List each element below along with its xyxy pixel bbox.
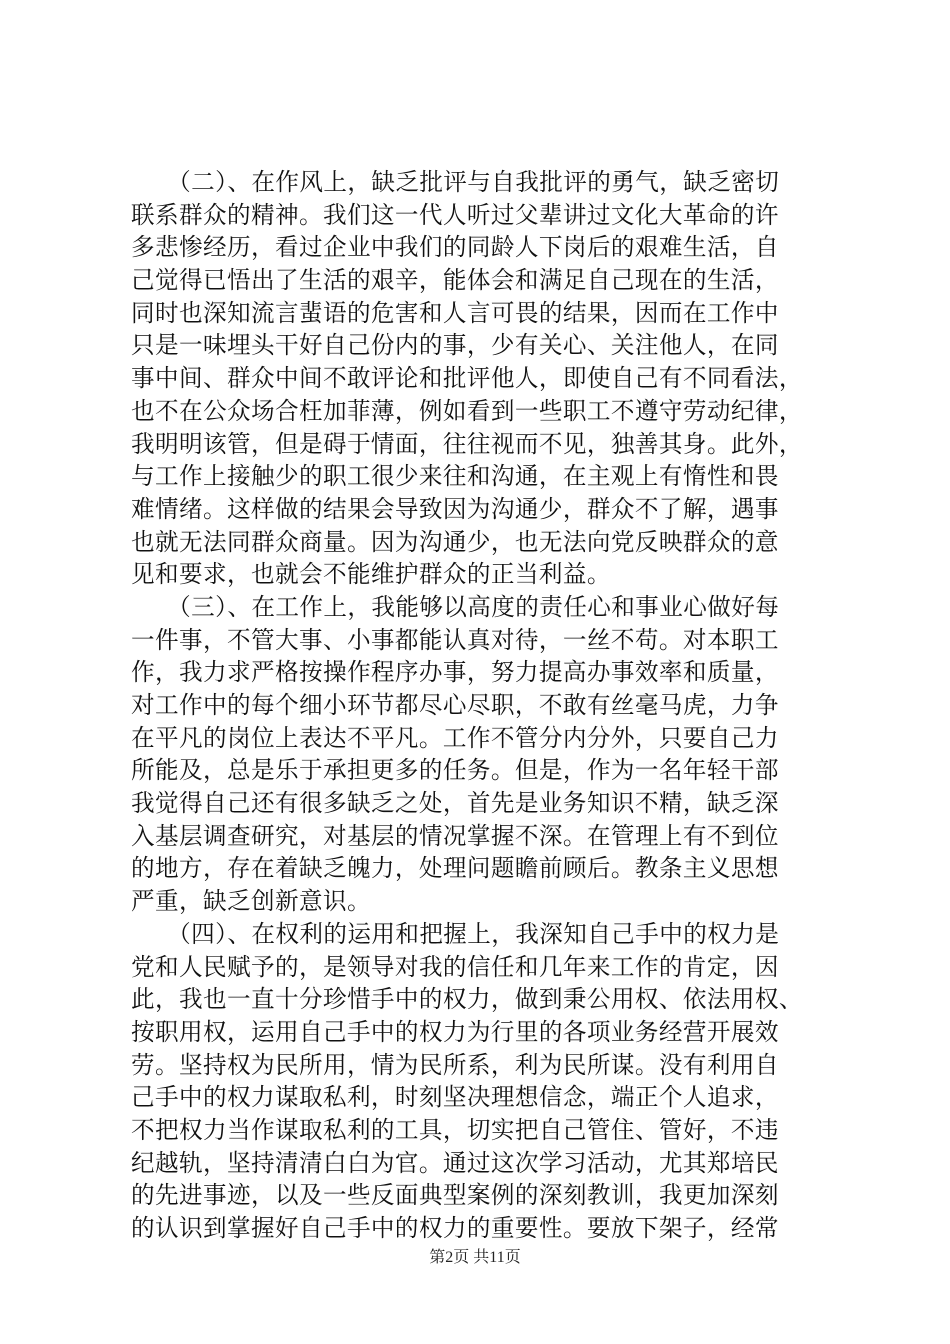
text-line: 同时也深知流言蜚语的危害和人言可畏的结果，因而在工作中 [131, 298, 779, 327]
text-line: 的先进事迹，以及一些反面典型案例的深刻教训，我更加深刻 [131, 1181, 779, 1210]
text-line: 此，我也一直十分珍惜手中的权力，做到秉公用权、依法用权、 [131, 985, 803, 1014]
text-line: 不把权力当作谋取私利的工具，切实把自己管住、管好，不违 [131, 1115, 779, 1144]
text-line: 己手中的权力谋取私利，时刻坚决理想信念，端正个人追求， [131, 1083, 779, 1112]
text-line: 己觉得已悟出了生活的艰辛，能体会和满足自己现在的生活， [131, 266, 779, 295]
page-number-label: 第2页 共11页 [429, 1249, 521, 1266]
text-line: 也不在公众场合枉加菲薄，例如看到一些职工不遵守劳动纪律， [131, 396, 803, 425]
text-line: 一件事，不管大事、小事都能认真对待，一丝不苟。对本职工 [131, 625, 779, 654]
text-line: 事中间、群众中间不敢评论和批评他人，即使自己有不同看法， [131, 364, 803, 393]
text-line: 我明明该管，但是碍于情面，往往视而不见，独善其身。此外， [131, 429, 803, 458]
text-line: 劳。坚持权为民所用，情为民所系，利为民所谋。没有利用自 [131, 1050, 779, 1079]
text-line: （三）、在工作上，我能够以高度的责任心和事业心做好每 [131, 592, 780, 621]
text-line: 我觉得自己还有很多缺乏之处，首先是业务知识不精，缺乏深 [131, 789, 779, 818]
text-line: 严重，缺乏创新意识。 [131, 887, 371, 916]
text-line: 只是一味埋头干好自己份内的事，少有关心、关注他人，在同 [131, 331, 779, 360]
text-line: 纪越轨，坚持清清白白为官。通过这次学习活动，尤其郑培民 [131, 1148, 779, 1177]
text-line: 联系群众的精神。我们这一代人听过父辈讲过文化大革命的许 [131, 200, 779, 229]
text-line: （二）、在作风上，缺乏批评与自我批评的勇气，缺乏密切 [131, 168, 780, 196]
text-line: 作，我力求严格按操作程序办事，努力提高办事效率和质量， [131, 658, 779, 687]
text-line: 在平凡的岗位上表达不平凡。工作不管分内分外，只要自己力 [131, 723, 779, 752]
text-line: 多悲惨经历，看过企业中我们的同龄人下岗后的艰难生活，自 [131, 233, 779, 262]
text-line: 与工作上接触少的职工很少来往和沟通，在主观上有惰性和畏 [131, 462, 779, 491]
text-line: 所能及，总是乐于承担更多的任务。但是，作为一名年轻干部 [131, 756, 779, 785]
text-line: 也就无法同群众商量。因为沟通少，也无法向党反映群众的意 [131, 527, 779, 556]
text-line: 党和人民赋予的，是领导对我的信任和几年来工作的肯定，因 [131, 952, 779, 981]
text-line: 的地方，存在着缺乏魄力，处理问题瞻前顾后。教条主义思想 [131, 854, 779, 883]
document-body [131, 166, 831, 1245]
text-line: 入基层调查研究，对基层的情况掌握不深。在管理上有不到位 [131, 821, 779, 850]
text-line: 按职用权，运用自己手中的权力为行里的各项业务经营开展效 [131, 1017, 779, 1046]
text-line: 见和要求，也就会不能维护群众的正当利益。 [131, 560, 611, 589]
page-footer [0, 1244, 950, 1267]
text-line: 难情绪。这样做的结果会导致因为沟通少，群众不了解，遇事 [131, 494, 779, 523]
text-line: （四）、在权利的运用和把握上，我深知自己手中的权力是 [131, 919, 780, 948]
text-line: 的认识到掌握好自己手中的权力的重要性。要放下架子，经常 [131, 1214, 779, 1242]
text-line: 对工作中的每个细小环节都尽心尽职，不敢有丝毫马虎，力争 [131, 691, 779, 719]
